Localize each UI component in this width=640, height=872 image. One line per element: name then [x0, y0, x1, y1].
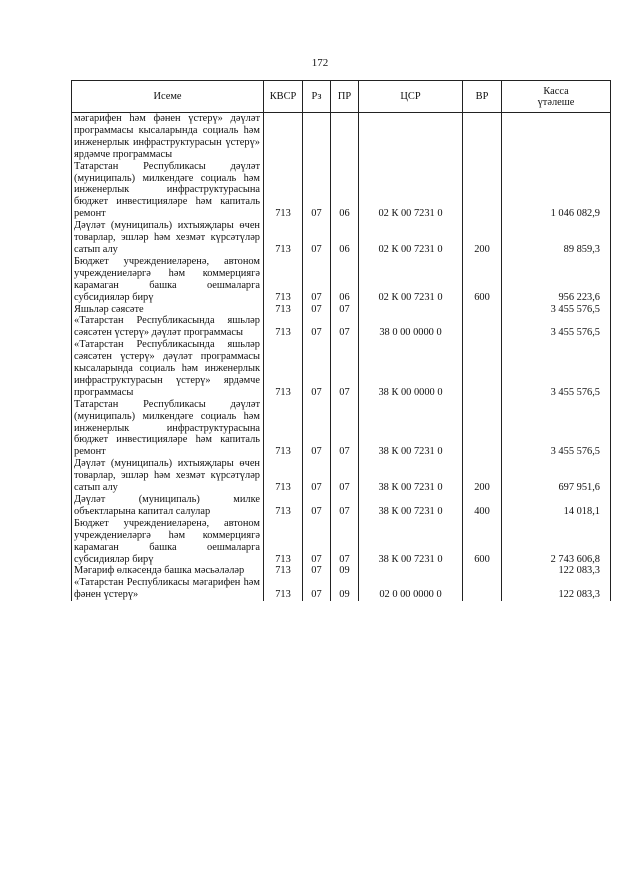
row-kvsr: 713 [264, 304, 303, 316]
row-rz: 07 [303, 518, 331, 566]
row-vr [463, 565, 502, 577]
row-amount: 3 455 576,5 [502, 339, 611, 399]
row-name: Мәгариф өлкәсендә башка мәсьәләләр [72, 565, 264, 577]
row-pr: 07 [331, 339, 359, 399]
table-row [72, 339, 611, 399]
row-amount: 14 018,1 [502, 494, 611, 518]
row-kvsr: 713 [264, 577, 303, 601]
row-rz: 07 [303, 161, 331, 221]
row-amount: 89 859,3 [502, 220, 611, 256]
row-name: «Татарстан Республикасы мәгарифен һәм фәнен үстерү» [72, 577, 264, 601]
header-name: Исеме [72, 81, 264, 113]
row-name: Дәүләт (муниципаль) ихтыяҗлары өчен товарлар, эшләр һәм хезмәт күрсәтүләр сатып алу [72, 458, 264, 494]
row-pr: 07 [331, 494, 359, 518]
row-kvsr: 713 [264, 565, 303, 577]
row-kvsr: 713 [264, 256, 303, 304]
table-row [72, 399, 611, 459]
row-amount: 1 046 082,9 [502, 161, 611, 221]
row-vr [463, 161, 502, 221]
row-name: мәгарифен һәм фәнен үстерү» дәүләт программасы кысаларында социаль һәм инженерлык инфраструктурасын үстерү» ярдәмче программасы [72, 113, 264, 161]
row-pr: 09 [331, 565, 359, 577]
row-name: Бюджет учреждениеләренә, автоном учреждениеләргә һәм коммерциягә карамаган башка оешмаларга субсидияләр бирү [72, 256, 264, 304]
header-pr: ПР [331, 81, 359, 113]
row-csr: 38 0 00 0000 0 [359, 315, 463, 339]
table-row [72, 518, 611, 566]
row-amount: 3 455 576,5 [502, 399, 611, 459]
table-row [72, 577, 611, 601]
row-vr: 600 [463, 518, 502, 566]
row-vr [463, 399, 502, 459]
row-rz: 07 [303, 256, 331, 304]
header-csr: ЦСР [359, 81, 463, 113]
row-csr: 02 К 00 7231 0 [359, 256, 463, 304]
row-kvsr: 713 [264, 339, 303, 399]
row-name: Дәүләт (муниципаль) милке объектларына капитал салулар [72, 494, 264, 518]
row-vr [463, 339, 502, 399]
row-pr: 09 [331, 577, 359, 601]
row-kvsr: 713 [264, 494, 303, 518]
header-kassa-line1: Касса [543, 85, 569, 97]
row-rz: 07 [303, 220, 331, 256]
row-rz: 07 [303, 565, 331, 577]
row-vr [463, 113, 502, 161]
row-rz: 07 [303, 399, 331, 459]
row-kvsr: 713 [264, 399, 303, 459]
row-pr: 07 [331, 518, 359, 566]
row-csr: 38 К 00 7231 0 [359, 494, 463, 518]
row-kvsr: 713 [264, 161, 303, 221]
row-kvsr: 713 [264, 458, 303, 494]
row-pr: 07 [331, 399, 359, 459]
table-row [72, 458, 611, 494]
row-vr: 400 [463, 494, 502, 518]
table-row [72, 220, 611, 256]
row-csr: 02 К 00 7231 0 [359, 220, 463, 256]
row-name: «Татарстан Республикасында яшьләр сәясәтен үстерү» дәүләт программасы кысаларында социаль һәм инженерлык инфраструктурасын үстерү» ярдәмче программасы [72, 339, 264, 399]
row-csr: 38 К 00 7231 0 [359, 399, 463, 459]
table-row [72, 256, 611, 304]
header-rz: Рз [303, 81, 331, 113]
row-name: Дәүләт (муниципаль) ихтыяҗлары өчен товарлар, эшләр һәм хезмәт күрсәтүләр сатып алу [72, 220, 264, 256]
row-rz: 07 [303, 494, 331, 518]
table-row [72, 315, 611, 339]
row-amount: 122 083,3 [502, 577, 611, 601]
row-pr: 06 [331, 256, 359, 304]
table-row [72, 565, 611, 577]
row-vr [463, 304, 502, 316]
header-kvsr: КВСР [264, 81, 303, 113]
row-kvsr: 713 [264, 220, 303, 256]
row-rz: 07 [303, 577, 331, 601]
header-vr: ВР [463, 81, 502, 113]
row-amount: 2 743 606,8 [502, 518, 611, 566]
row-pr: 07 [331, 304, 359, 316]
row-rz: 07 [303, 458, 331, 494]
row-name: Яшьләр сәясәте [72, 304, 264, 316]
row-rz: 07 [303, 339, 331, 399]
row-csr: 38 К 00 7231 0 [359, 458, 463, 494]
row-vr [463, 315, 502, 339]
row-rz: 07 [303, 304, 331, 316]
row-csr: 38 К 00 7231 0 [359, 518, 463, 566]
row-pr: 06 [331, 220, 359, 256]
header-kassa [502, 81, 611, 113]
row-vr: 200 [463, 458, 502, 494]
row-vr: 600 [463, 256, 502, 304]
row-csr: 02 К 00 7231 0 [359, 161, 463, 221]
row-pr [331, 113, 359, 161]
row-name: «Татарстан Республикасында яшьләр сәясәтен үстерү» дәүләт программасы [72, 315, 264, 339]
row-amount: 3 455 576,5 [502, 304, 611, 316]
row-csr [359, 565, 463, 577]
row-csr [359, 304, 463, 316]
row-name: Татарстан Республикасы дәүләт (муниципаль) милкендәге социаль һәм инженерлык инфраструктурасына бюджет инвестицияләре һәм капиталь ремонт [72, 161, 264, 221]
page-number: 172 [311, 57, 329, 69]
header-kassa-line2: үтәлеше [537, 96, 575, 108]
table-row [72, 161, 611, 221]
row-csr: 02 0 00 0000 0 [359, 577, 463, 601]
row-pr: 07 [331, 315, 359, 339]
row-name: Бюджет учреждениеләренә, автоном учреждениеләргә һәм коммерциягә карамаган башка оешмаларга субсидияләр бирү [72, 518, 264, 566]
table-row [72, 113, 611, 161]
row-kvsr: 713 [264, 518, 303, 566]
budget-table [71, 80, 611, 601]
row-csr: 38 К 00 0000 0 [359, 339, 463, 399]
row-pr: 07 [331, 458, 359, 494]
row-kvsr [264, 113, 303, 161]
row-amount [502, 113, 611, 161]
row-amount: 697 951,6 [502, 458, 611, 494]
row-kvsr: 713 [264, 315, 303, 339]
row-vr: 200 [463, 220, 502, 256]
table-header-row [72, 81, 611, 113]
row-amount: 122 083,3 [502, 565, 611, 577]
row-rz: 07 [303, 315, 331, 339]
row-amount: 3 455 576,5 [502, 315, 611, 339]
table-row [72, 494, 611, 518]
row-vr [463, 577, 502, 601]
row-csr [359, 113, 463, 161]
row-rz [303, 113, 331, 161]
row-name: Татарстан Республикасы дәүләт (муниципаль) милкендәге социаль һәм инженерлык инфраструктурасына бюджет инвестицияләре һәм капиталь ремонт [72, 399, 264, 459]
table-row [72, 304, 611, 316]
row-amount: 956 223,6 [502, 256, 611, 304]
row-pr: 06 [331, 161, 359, 221]
